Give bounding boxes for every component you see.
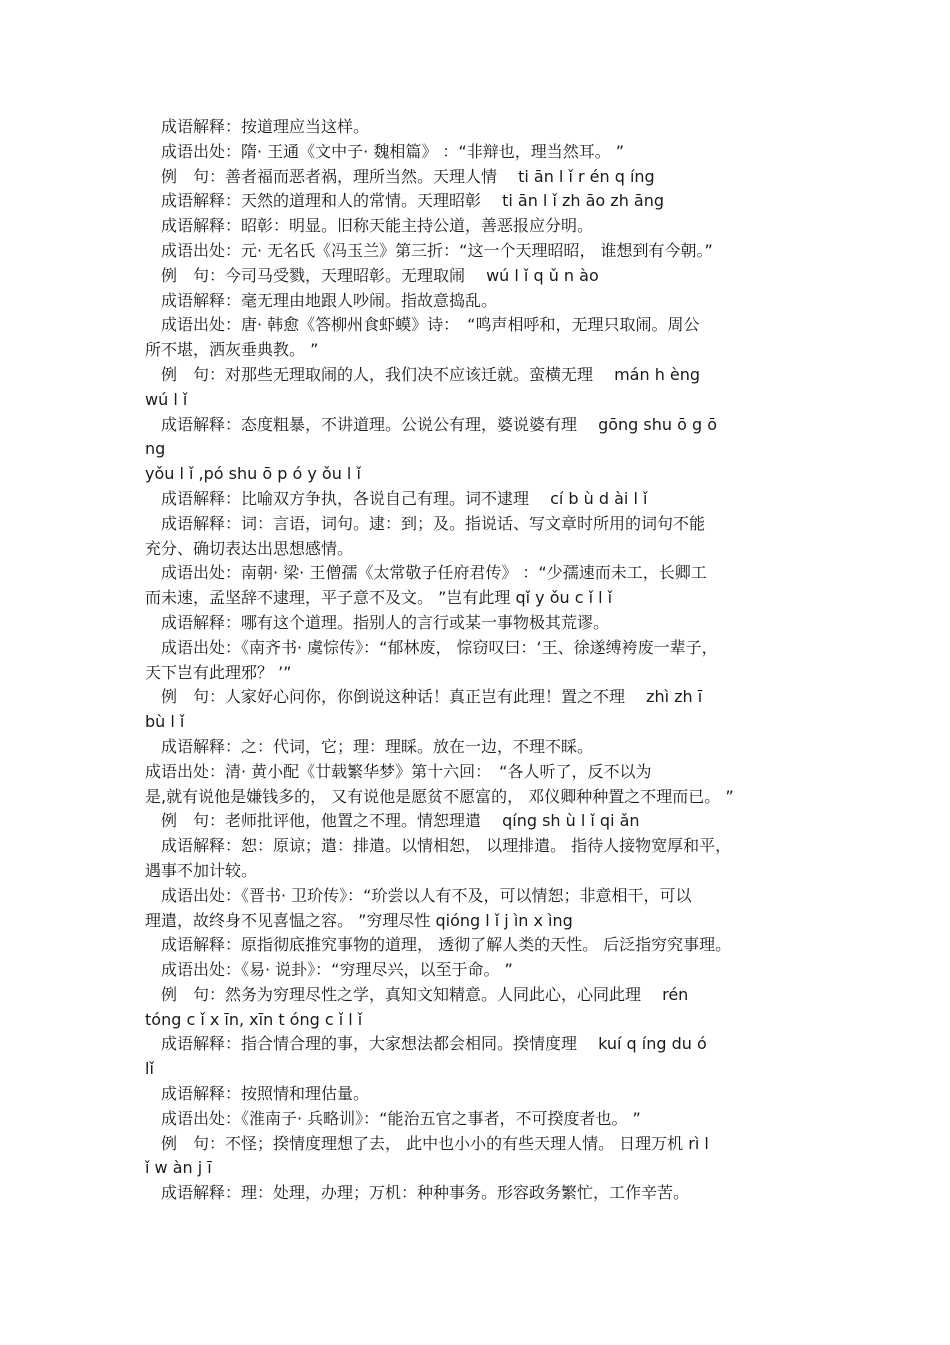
text-line: 成语出处：清· 黄小配《廿载繁华梦》第十六回： “各人听了，反不以为 bbox=[145, 761, 652, 781]
text-line: 例 句：今司马受戮，天理昭彰。无理取闹 wú l ǐ q ǔ n ào bbox=[145, 265, 599, 285]
text-line: 成语解释：天然的道理和人的常情。天理昭彰 ti ān l ǐ zh āo zh āng bbox=[145, 191, 665, 211]
text-line: ǐ w àn j ī bbox=[145, 1158, 212, 1178]
text-line: 成语解释：按道理应当这样。 bbox=[145, 117, 370, 136]
text-line: ng bbox=[145, 439, 166, 459]
text-line: 成语解释：之：代词，它；理：理睬。放在一边，不理不睬。 bbox=[145, 736, 594, 756]
text-line: 成语出处：隋· 王通《文中子· 魏相篇》 ：“非辩也，理当然耳。 ” bbox=[145, 141, 625, 161]
text-line: 成语出处：唐· 韩愈《答柳州食虾蟆》诗： “鸣声相呼和，无理只取闹。周公 bbox=[145, 315, 700, 335]
text-line: 成语解释：毫无理由地跟人吵闹。指故意捣乱。 bbox=[145, 290, 498, 310]
text-line: 例 句：人家好心问你，你倒说这种话！真正岂有此理！置之不理 zhì zh ī bbox=[145, 687, 703, 707]
text-line: 成语解释：哪有这个道理。指别人的言行或某一事物极其荒谬。 bbox=[145, 612, 610, 632]
text-line: wú l ǐ bbox=[145, 389, 188, 409]
text-line: 成语出处：《晋书· 卫玠传》：“玠尝以人有不及，可以情恕；非意相干，可以 bbox=[145, 885, 692, 905]
text-line: lǐ bbox=[145, 1059, 154, 1079]
text-line: 成语解释：态度粗暴，不讲道理。公说公有理，婆说婆有理 gōng shu ō g ō bbox=[145, 414, 718, 434]
text-line: 成语解释：按照情和理估量。 bbox=[145, 1084, 370, 1104]
text-line: 成语解释：指合情合理的事，大家想法都会相同。揆情度理 kuí q íng du ó bbox=[145, 1034, 707, 1054]
text-line: 成语出处：南朝· 梁· 王僧孺《太常敬子任府君传》 ：“少孺速而未工，长卿工 bbox=[145, 563, 707, 583]
document-body bbox=[145, 115, 810, 1206]
text-line: 天下岂有此理邪？ ’” bbox=[145, 662, 292, 682]
text-line: 成语解释：比喻双方争执，各说自己有理。词不逮理 cí b ù d ài l ǐ bbox=[145, 488, 648, 508]
text-line: 遇事不加计较。 bbox=[145, 860, 258, 880]
text-line: 成语解释：原指彻底推究事物的道理， 透彻了解人类的天性。 后泛指穷究事理。 bbox=[145, 935, 732, 955]
text-line: bù l ǐ bbox=[145, 712, 185, 732]
text-line: 理遣，故终身不见喜愠之容。 ”穷理尽性 qióng l ǐ j ìn x ìng bbox=[145, 910, 573, 930]
text-line: 成语解释：恕：原谅；遣：排遣。以情相恕， 以理排遣。 指待人接物宽厚和平， bbox=[145, 836, 732, 856]
text-line: 例 句：老师批评他，他置之不理。情恕理遣 qíng sh ù l ǐ qi ǎn bbox=[145, 811, 640, 831]
text-line: 成语解释：词：言语，词句。逮：到；及。指说话、写文章时所用的词句不能 bbox=[145, 513, 706, 533]
text-line: 例 句：然务为穷理尽性之学，真知文知精意。人同此心，心同此理 rén bbox=[145, 984, 689, 1004]
text-line: 成语出处：《淮南子· 兵略训》：“能治五官之事者，不可揆度者也。 ” bbox=[145, 1108, 641, 1128]
text-line: 是,就有说他是嫌钱多的， 又有说他是愿贫不愿富的， 邓仪卿种种置之不理而已。 ” bbox=[145, 786, 734, 806]
text-line: 而未速，孟坚辞不逮理，平子意不及文。 ”岂有此理 qǐ y ǒu c ǐ l ǐ bbox=[145, 588, 613, 608]
text-line: tóng c ǐ x īn, xīn t óng c ǐ l ǐ bbox=[145, 1009, 363, 1029]
text-line: yǒu l ǐ ,pó shu ō p ó y ǒu l ǐ bbox=[145, 464, 361, 484]
text-line: 成语出处：元· 无名氏《冯玉兰》第三折：“这一个天理昭昭， 谁想到有今朝。” bbox=[145, 240, 713, 260]
text-line: 例 句：不怪；揆情度理想了去， 此中也小小的有些天理人情。 日理万机 rì l bbox=[145, 1133, 709, 1153]
text-line: 成语解释：理：处理，办理；万机：种种事务。形容政务繁忙，工作辛苦。 bbox=[145, 1183, 690, 1203]
text-line: 充分、确切表达出思想感情。 bbox=[145, 538, 354, 558]
text-line: 例 句：善者福而恶者祸，理所当然。天理人情 ti ān l ǐ r én q íng bbox=[145, 166, 655, 186]
text-line: 所不堪，洒灰垂典教。 ” bbox=[145, 340, 319, 360]
text-line: 成语出处：《易· 说卦》：“穷理尽兴，以至于命。 ” bbox=[145, 960, 513, 980]
text-line: 成语解释：昭彰：明显。旧称天能主持公道，善恶报应分明。 bbox=[145, 216, 594, 236]
text-line: 成语出处：《南齐书· 虞悰传》：“郁林废， 悰窃叹曰：‘王、徐遂缚袴废一辈子， bbox=[145, 637, 718, 657]
text-line: 例 句：对那些无理取闹的人，我们决不应该迁就。蛮横无理 mán h èng bbox=[145, 364, 701, 384]
